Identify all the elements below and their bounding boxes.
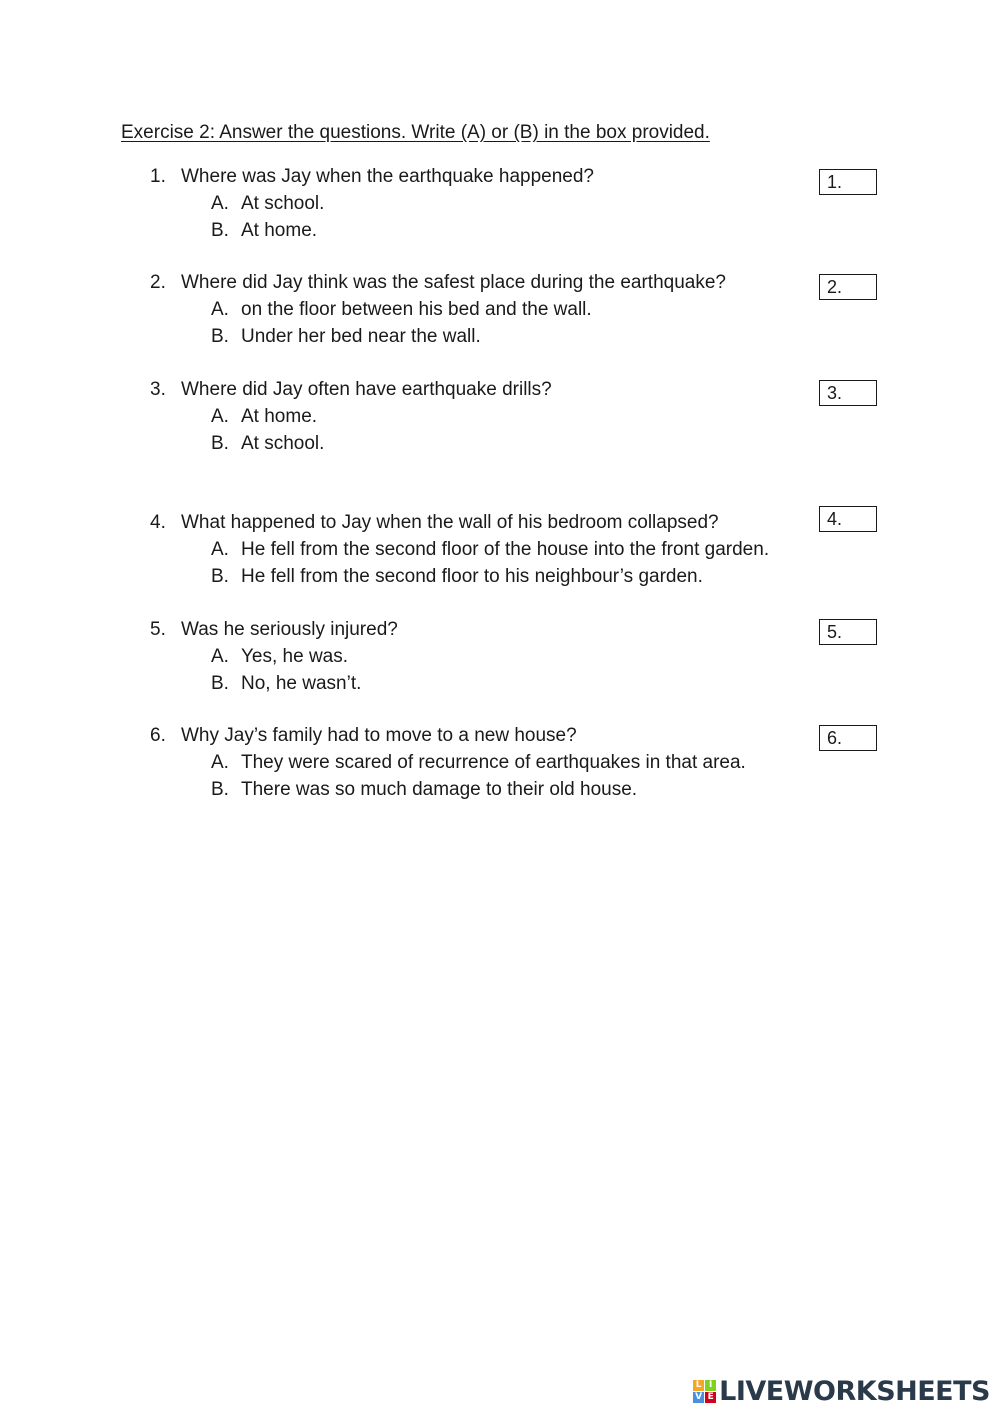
question-6 bbox=[150, 722, 830, 803]
option-b: B. He fell from the second floor to his neighbour’s garden. bbox=[211, 566, 703, 587]
question-text: Why Jay’s family had to move to a new house? bbox=[181, 725, 577, 746]
option-b: B. At home. bbox=[211, 220, 318, 241]
option-a: A. He fell from the second floor of the house into the front garden. bbox=[211, 539, 770, 560]
question-text: What happened to Jay when the wall of his bedroom collapsed? bbox=[181, 512, 719, 533]
question-number: 2. bbox=[150, 272, 166, 293]
question-text: Was he seriously injured? bbox=[181, 619, 398, 640]
question-number: 4. bbox=[150, 512, 166, 533]
logo-text: LIVEWORKSHEETS bbox=[719, 1376, 990, 1407]
answer-box-4[interactable]: 4. bbox=[819, 506, 877, 532]
answer-box-5[interactable]: 5. bbox=[819, 619, 877, 645]
question-number: 1. bbox=[150, 166, 166, 187]
option-a: A. At home. bbox=[211, 406, 318, 427]
option-a: A. They were scared of recurrence of earthquakes in that area. bbox=[211, 752, 746, 773]
question-text: Where was Jay when the earthquake happened? bbox=[181, 166, 594, 187]
option-b: B. At school. bbox=[211, 433, 325, 454]
question-5 bbox=[150, 616, 830, 697]
option-a: A. At school. bbox=[211, 193, 325, 214]
answer-box-6[interactable]: 6. bbox=[819, 725, 877, 751]
question-number: 3. bbox=[150, 379, 166, 400]
option-b: B. There was so much damage to their old house. bbox=[211, 779, 638, 800]
liveworksheets-logo bbox=[693, 1376, 990, 1407]
option-a: A. Yes, he was. bbox=[211, 646, 349, 667]
question-text: Where did Jay often have earthquake drills? bbox=[181, 379, 552, 400]
question-4 bbox=[150, 509, 830, 590]
option-a: A. on the floor between his bed and the wall. bbox=[211, 299, 592, 320]
question-text: Where did Jay think was the safest place during the earthquake? bbox=[181, 272, 726, 293]
exercise-title: Exercise 2: Answer the questions. Write (A) or (B) in the box provided. bbox=[121, 122, 710, 143]
question-number: 5. bbox=[150, 619, 166, 640]
option-b: B. No, he wasn’t. bbox=[211, 673, 362, 694]
question-number: 6. bbox=[150, 725, 166, 746]
answer-box-1[interactable]: 1. bbox=[819, 169, 877, 195]
question-2 bbox=[150, 269, 830, 350]
answer-box-2[interactable]: 2. bbox=[819, 274, 877, 300]
option-b: B. Under her bed near the wall. bbox=[211, 326, 481, 347]
answer-box-3[interactable]: 3. bbox=[819, 380, 877, 406]
question-1 bbox=[150, 163, 830, 244]
question-3 bbox=[150, 376, 830, 457]
logo-mark-icon: L I V E bbox=[693, 1380, 716, 1403]
